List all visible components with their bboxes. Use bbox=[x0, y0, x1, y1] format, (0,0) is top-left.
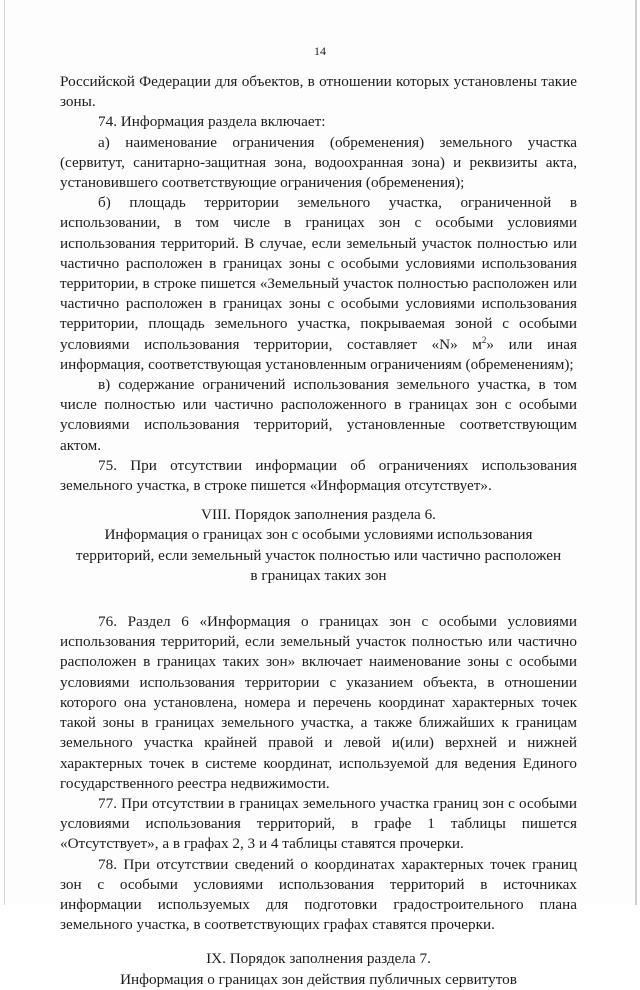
superscript-2: 2 bbox=[481, 334, 487, 345]
paragraph-75: 75. При отсутствии информации об ограничениях использования земельного участка, в строке пишется «Информация отсутствует». bbox=[60, 456, 577, 495]
paragraph-74c: в) содержание ограничений использования земельного участка, в том числе полностью или частично расположенного в границах зон с особыми условиями использования территорий, установленные соответствующим актом. bbox=[60, 376, 577, 454]
section-9-subtitle: Информация о границах зон действия публичных сервитутов bbox=[120, 970, 517, 988]
section-8-subtitle-line-1: Информация о границах зон с особыми условиями использования bbox=[104, 526, 533, 544]
section-8-subtitle-line-2: территорий, если земельный участок полностью или частично расположен bbox=[75, 546, 562, 564]
section-9-title: IX. Порядок заполнения раздела 7. bbox=[206, 950, 431, 968]
page-number: 14 bbox=[314, 44, 326, 58]
scan-edge bbox=[4, 0, 5, 905]
section-8-title: VIII. Порядок заполнения раздела 6. bbox=[201, 506, 436, 524]
paragraph-74: 74. Информация раздела включает: bbox=[98, 113, 326, 131]
section-8-subtitle-line-3: в границах таких зон bbox=[250, 566, 387, 584]
paragraph-74b-text: б) площадь территории земельного участка, ограниченной в использовании, в том числе в границах зон с особыми условиями использования территорий. В случае, если земельный участок полностью или частично расположен в границах зоны с особыми условиями использования территории, в строке пишется «Земельный участок полностью расположен или частично расположен в границах зоны с особыми условиями использования территории, площадь земельного участка, покрываемая зоной с особыми условиями использования территории, составляет «N» м bbox=[60, 194, 577, 353]
paragraph-76: 76. Раздел 6 «Информация о границах зон с особыми условиями использования территорий, если земельный участок полностью или частично расположен в границах таких зон» включает наименование зоны с особыми условиями использования территории с указанием объекта, в отношении которого она установлена, номера и перечень координат характерных точек такой зоны в границах земельного участка, а также ближайших к границам земельного участка крайней правой и левой и(или) верхней и нижней характерных точек в системе координат, используемой для ведения Единого государственного реестра недвижимости. bbox=[60, 613, 577, 792]
paragraph-78: 78. При отсутствии сведений о координатах характерных точек границ зон с особыми условиями использования территорий в источниках информации используемых для подготовки градостроительного плана земельного участка, в соответствующих графах ставятся прочерки. bbox=[60, 855, 577, 934]
paragraph-74a: а) наименование ограничения (обременения) земельного участка (сервитут, санитарно-защитная зона, водоохранная зона) и реквизиты акта, установившего соответствующие ограничения (обременения); bbox=[60, 133, 577, 192]
paragraph-74b-text-end: » или иная информация, соответствующая установленным ограничениям (обременениям); bbox=[60, 335, 577, 373]
paragraph-continuation: Российской Федерации для объектов, в отношении которых установлены такие зоны. bbox=[60, 73, 577, 111]
document-body bbox=[60, 72, 577, 990]
scan-edge bbox=[635, 0, 637, 905]
paragraph-77: 77. При отсутствии в границах земельного участка границ зон с особыми условиями использования территорий, в графе 1 таблицы пишется «Отсутствует», а в графах 2, 3 и 4 таблицы ставятся прочерки. bbox=[60, 794, 577, 853]
paragraph-74b bbox=[60, 193, 577, 375]
